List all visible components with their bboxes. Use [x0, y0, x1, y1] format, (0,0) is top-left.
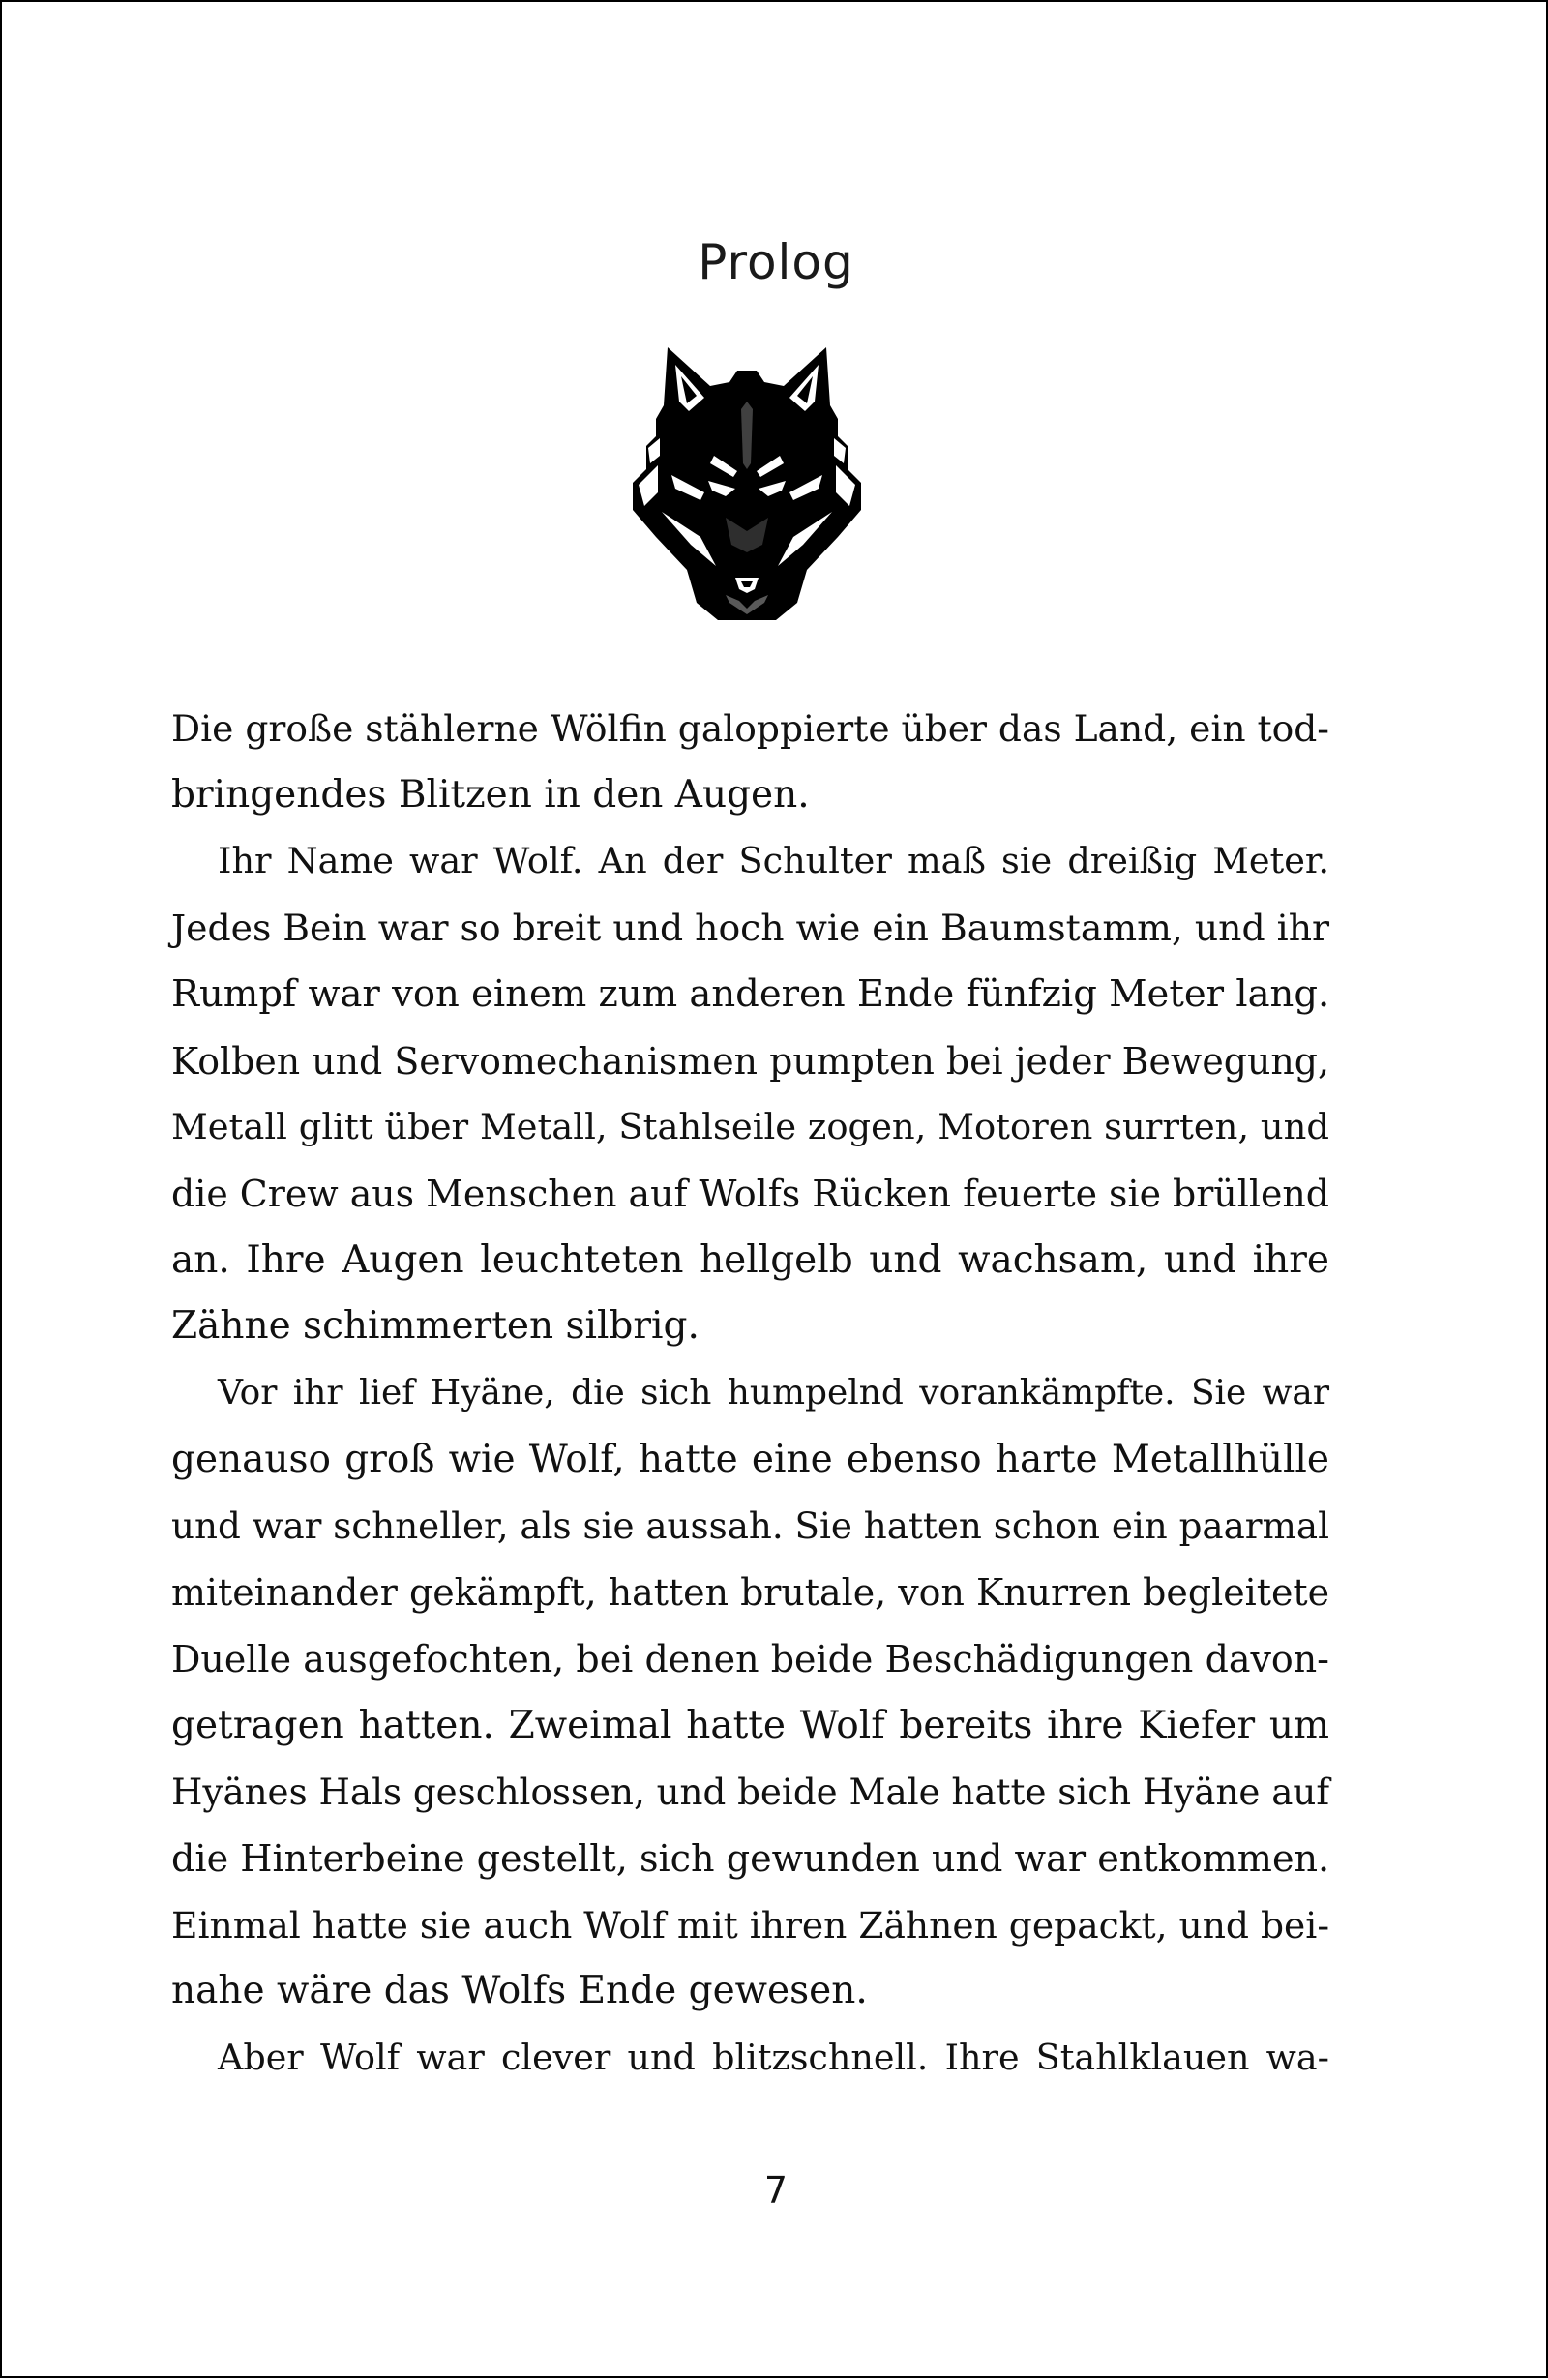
text-line: Zähne schimmerten silbrig.: [171, 1304, 700, 1349]
text-line: die Hinterbeine gestellt, sich gewunden und war entkommen.: [171, 1836, 1330, 1880]
text-line: Ihr Name war Wolf. An der Schulter maß sie dreißig Meter.: [218, 840, 1329, 882]
text-line: Hyänes Hals geschlossen, und beide Male hatte sich Hyäne auf: [171, 1770, 1330, 1814]
chapter-title: Prolog: [698, 234, 854, 290]
wolf-head-icon: [633, 347, 861, 621]
text-line: Duelle ausgefochten, bei denen beide Beschädigungen davon-: [171, 1637, 1329, 1681]
page-number: 7: [763, 2169, 789, 2212]
text-line: nahe wäre das Wolfs Ende gewesen.: [171, 1969, 868, 2013]
text-line: miteinander gekämpft, hatten brutale, von Knurren begleitete: [171, 1571, 1329, 1615]
text-line: getragen hatten. Zweimal hatte Wolf bereits ihre Kiefer um: [171, 1703, 1329, 1747]
text-line: an. Ihre Augen leuchteten hellgelb und wachsam, und ihre: [171, 1237, 1329, 1282]
chapter-body: [171, 696, 1329, 2092]
text-line: genauso groß wie Wolf, hatte eine ebenso harte Metallhülle: [171, 1437, 1329, 1481]
text-line: Kolben und Servomechanismen pumpten bei jeder Bewegung,: [171, 1039, 1329, 1083]
text-line: Die große stählerne Wölfin galoppierte über das Land, ein tod-: [171, 707, 1329, 750]
text-line: Jedes Bein war so breit und hoch wie ein Baumstamm, und ihr: [171, 907, 1330, 950]
text-line: Rumpf war von einem zum anderen Ende fünfzig Meter lang.: [171, 971, 1330, 1016]
text-line: und war schneller, als sie aussah. Sie hatten schon ein paarmal: [171, 1504, 1329, 1548]
text-line: Aber Wolf war clever und blitzschnell. Ihre Stahlklauen wa-: [218, 2037, 1329, 2079]
text-line: die Crew aus Menschen auf Wolfs Rücken feuerte sie brüllend: [171, 1172, 1329, 1215]
text-line: Einmal hatte sie auch Wolf mit ihren Zähnen gepackt, und bei-: [171, 1903, 1330, 1947]
text-line: Metall glitt über Metall, Stahlseile zogen, Motoren surrten, und: [171, 1106, 1329, 1148]
book-page: [2, 2, 1548, 2380]
text-line: Vor ihr lief Hyäne, die sich humpelnd vorankämpfte. Sie war: [218, 1373, 1329, 1413]
text-line: bringendes Blitzen in den Augen.: [171, 772, 810, 817]
